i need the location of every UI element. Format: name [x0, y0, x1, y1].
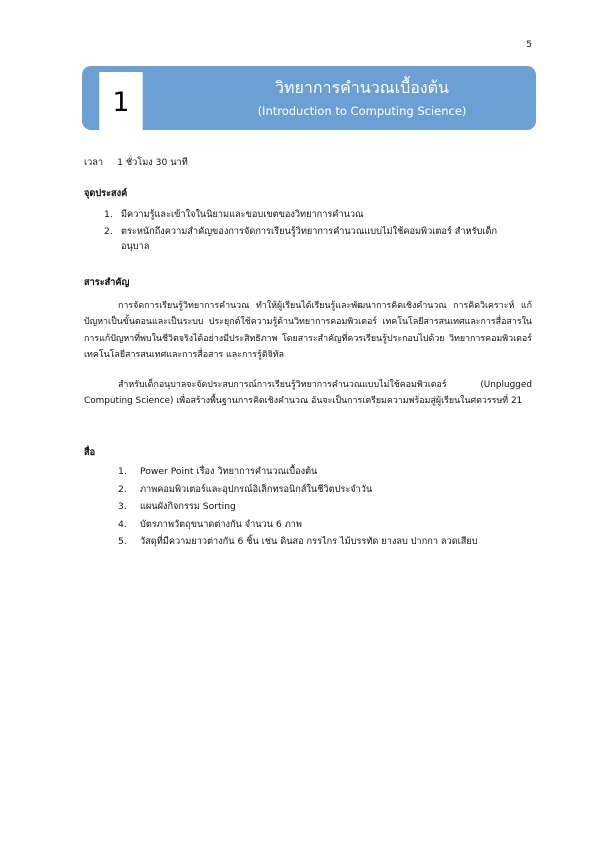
media-list [118, 463, 538, 551]
media-item [118, 463, 538, 481]
media-text: บัตรภาพวัตถุขนาดต่างกัน จำนวน 6 ภาพ [140, 518, 302, 530]
duration-value: 1 ชั่วโมง 30 นาที [117, 157, 188, 168]
media-number: 1. [118, 466, 127, 477]
objective-item [104, 224, 504, 254]
media-item [118, 481, 538, 499]
media-text: แผนผังกิจกรรม Sorting [140, 501, 236, 513]
page-number: 5 [526, 40, 532, 50]
essence-paragraph: สำหรับเด็กอนุบาลจะจัดประสบการณ์การเรียนรู้วิทยาการคำนวณแบบไม่ใช้คอมพิวเตอร์ (Unplugged Computing Science) เพื่อสร้างพื้นฐานการคิดเชิงคำนวณ อันจะเป็นการเตรียมความพร้อมสู่ผู้เรียนในศตวรรษที่ 21 [84, 380, 532, 407]
media-item [118, 533, 538, 551]
chapter-number: 1 [99, 72, 143, 132]
media-number: 4. [118, 518, 127, 530]
media-text: ภาพคอมพิวเตอร์และอุปกรณ์อิเล็กทรอนิกส์ในชีวิตประจำวัน [140, 483, 373, 495]
objectives-heading: จุดประสงค์ [84, 188, 128, 199]
chapter-banner [82, 66, 536, 130]
media-number: 2. [118, 483, 127, 495]
objective-text: มีความรู้และเข้าใจในนิยามและขอบเขตของวิทยาการคำนวณ [121, 209, 364, 220]
chapter-subtitle: (Introduction to Computing Science) [257, 104, 467, 118]
essence-heading: สาระสำคัญ [84, 277, 130, 288]
objective-text: ตระหนักถึงความสำคัญของการจัดการเรียนรู้วิทยาการคำนวณแบบไม่ใช้คอมพิวเตอร์ สำหรับเด็กอนุบาล [121, 226, 498, 252]
chapter-title: วิทยาการคำนวณเบื้องต้น [275, 78, 449, 97]
media-number: 3. [118, 501, 127, 513]
objective-number: 2. [104, 226, 113, 237]
media-item [118, 498, 538, 516]
objective-item [104, 207, 504, 222]
duration-line [84, 155, 188, 170]
media-text: วัสดุที่มีความยาวต่างกัน 6 ชิ้น เช่น ดินสอ กรรไกร ไม้บรรทัด ยางลบ ปากกา ลวดเสียบ [140, 536, 478, 548]
media-heading: สื่อ [84, 447, 96, 458]
objective-number: 1. [104, 209, 113, 220]
objectives-list [104, 207, 504, 254]
media-number: 5. [118, 536, 127, 548]
essence-paragraph: การจัดการเรียนรู้วิทยาการคำนวณ ทำให้ผู้เรียนได้เรียนรู้และพัฒนาการคิดเชิงคำนวณ การคิดวิเคราะห์ แก้ปัญหาเป็นขั้นตอนและเป็นระบบ ประยุกต์ใช้ความรู้ด้านวิทยาการคอมพิวเตอร์ เทคโนโลยีสารสนเทศและการสื่อสารในการแก้ปัญหาที่พบในชีวิตจริงได้อย่างมีประสิทธิภาพ โดยสาระสำคัญที่ควรเรียนรู้ประกอบไปด้วย วิทยาการคอมพิวเตอร์ เทคโนโลยีสารสนเทศและการสื่อสาร และการรู้ดิจิทัล [84, 301, 532, 361]
media-item [118, 516, 538, 534]
duration-label: เวลา [84, 157, 104, 168]
media-text: Power Point เรื่อง วิทยาการคำนวณเบื้องต้น [140, 466, 318, 477]
